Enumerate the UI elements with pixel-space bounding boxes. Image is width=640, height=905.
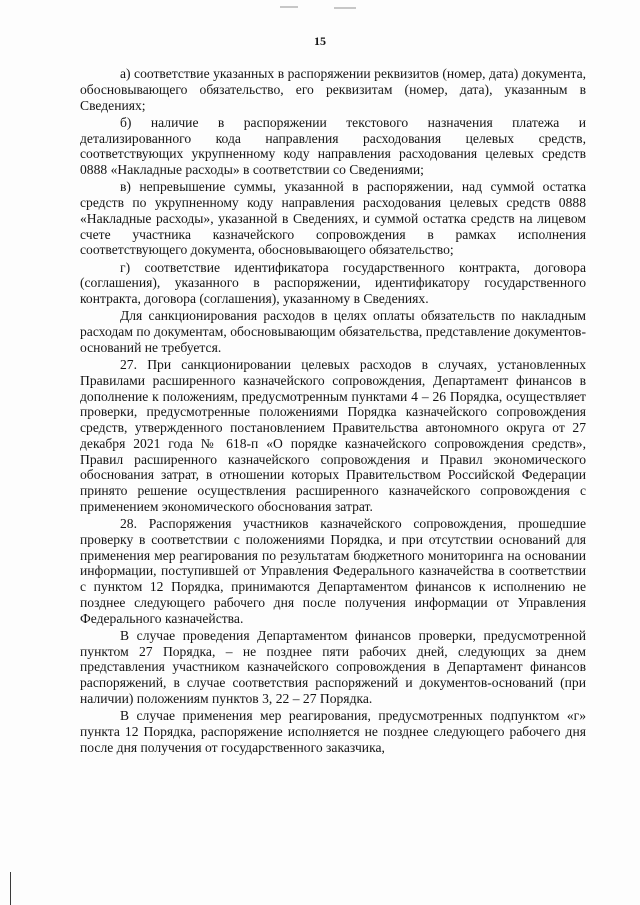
scan-edge-line bbox=[10, 872, 11, 905]
paragraph-overhead: Для санкционирования расходов в целях оплаты обязательств по накладным расходам по документам, обосновывающим обязательства, представление документов-оснований не требуется. bbox=[80, 308, 586, 355]
paragraph-28: 28. Распоряжения участников казначейского сопровождения, прошедшие проверку в соответствии с положениями Порядка, и при отсутствии оснований для применения мер реагирования по результатам бюджетного мониторинга на основании информации, поступившей от Управления Федерального казначейства в соответствии с пунктом 12 Порядка, принимаются Департаментом финансов к исполнению не позднее следующего рабочего дня после получения информации от Управления Федерального казначейства. bbox=[80, 516, 586, 626]
paragraph-27: 27. При санкционировании целевых расходов в случаях, установленных Правилами расширенного казначейского сопровождения, Департамент финансов в дополнение к положениям, предусмотренным пунктами 4 – 26 Порядка, осуществляет проверки, предусмотренные положениями Порядка казначейского сопровождения средств, утвержденного постановлением Правительства автономного округа от 27 декабря 2021 года № 618-п «О порядке казначейского сопровождения средств», Правил расширенного казначейского сопровождения и Правил экономического обоснования затрат, в отношении которых Правительством Российской Федерации принято решение осуществления расширенного казначейского сопровождения с применением экономического обоснования затрат. bbox=[80, 357, 586, 514]
scan-artifact bbox=[280, 6, 298, 8]
page-number: 15 bbox=[314, 34, 326, 48]
paragraph-v: в) непревышение суммы, указанной в распоряжении, над суммой остатка средств по укрупненному коду направления расходования целевых средств 0888 «Накладные расходы», указанной в Сведениях, и суммой остатка средств на лицевом счете участника казначейского сопровождения в рамках исполнения соответствующего документа, обосновывающего обязательство; bbox=[80, 179, 586, 258]
paragraph-b: б) наличие в распоряжении текстового назначения платежа и детализированного кода направления расходования целевых средств, соответствующих укрупненному коду направления расходования целевых средств 0888 «Накладные расходы» в соответствии со Сведениями; bbox=[80, 114, 586, 177]
paragraph-g: г) соответствие идентификатора государственного контракта, договора (соглашения), указанного в распоряжении, идентификатору государственного контракта, договора (соглашения), указанному в Сведениях. bbox=[80, 259, 586, 306]
paragraph-a: а) соответствие указанных в распоряжении реквизитов (номер, дата) документа, обосновывающего обязательство, его реквизитам (номер, дата), указанным в Сведениях; bbox=[80, 66, 586, 113]
scan-artifact bbox=[334, 7, 356, 9]
paragraph-inspection-case: В случае проведения Департаментом финансов проверки, предусмотренной пунктом 27 Порядка, – не позднее пяти рабочих дней, следующих за днем представления участником казначейского сопровождения в Департамент финансов распоряжений, в случае соответствия распоряжений и документов-оснований (при наличии) положениям пунктов 3, 22 – 27 Порядка. bbox=[80, 627, 586, 706]
paragraph-response-measures: В случае применения мер реагирования, предусмотренных подпунктом «г» пункта 12 Порядка, распоряжение исполняется не позднее следующего рабочего дня после дня получения от государственного заказчика, bbox=[80, 708, 586, 755]
document-body bbox=[80, 66, 586, 757]
